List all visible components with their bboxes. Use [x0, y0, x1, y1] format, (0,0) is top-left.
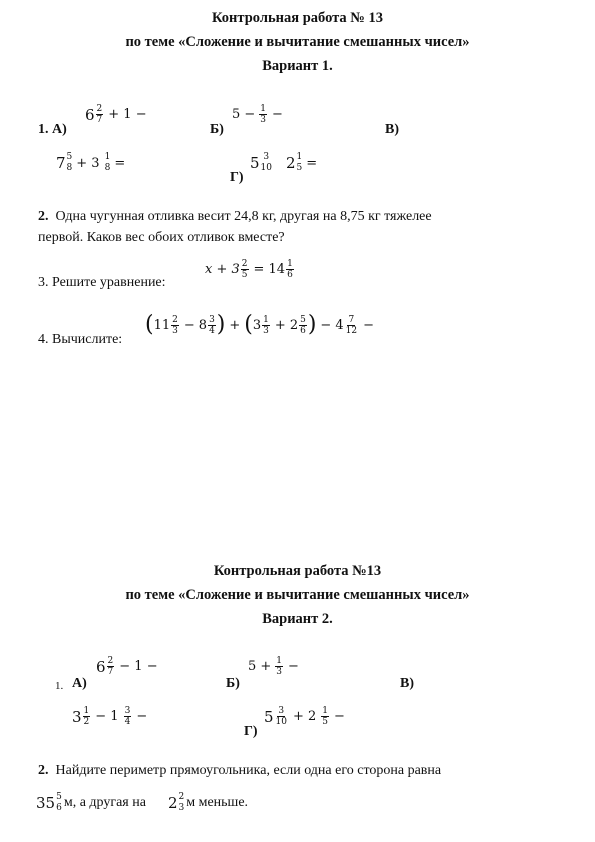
v2-task2-line1: 2. Найдите периметр прямоугольника, если одна его сторона равна [38, 763, 442, 778]
v2-task1-g-expression: 5 $\frac{3}{10}$ + 2 $\frac{1}{5}$ − [264, 706, 345, 727]
v1-title: Контрольная работа № 13 [212, 10, 383, 26]
v1-task4-label: 4. Вычислите: [38, 332, 123, 347]
v2-task1-v-expression: 3 $\frac{1}{2}$ − 1 $\frac{3}{4}$ − [72, 706, 148, 727]
v1-task1-number: 1. А) [38, 122, 67, 137]
v2-task2-line2: 35 5 6 м, а другая на 2 2 3 м меньше. [36, 792, 249, 813]
v1-task3-equation: x + 3 $\frac{2}{5}$ = 14 $\frac{1}{6}$ [205, 259, 293, 280]
v1-task1-b-label: Б) [210, 122, 224, 137]
v1-task1-v-expression: 7 5 8 + 3 1 8 = [56, 152, 126, 173]
v1-task2-line1: 2. Одна чугунная отливка весит 24,8 кг, другая на 8,75 кг тяжелее [38, 209, 432, 224]
v1-task1-a-expression: 6 $\frac{2}{7}$ + 1 − [85, 104, 147, 125]
v1-task1-g-expression: 5 3 10 2 1 5 = [250, 152, 318, 173]
v2-variant: Вариант 2. [262, 611, 333, 627]
v2-task1-b-label: Б) [226, 676, 240, 691]
v1-task2-line2: первой. Каков вес обоих отливок вместе? [38, 230, 285, 245]
v1-task1-b-expression: 5 − $\frac{1}{3}$ − [232, 104, 283, 125]
v2-title: Контрольная работа №13 [213, 563, 382, 579]
v2-task1-b-expression: 5 + $\frac{1}{3}$ − [248, 656, 299, 677]
v2-task1-a-label: А) [72, 676, 87, 691]
v1-topic: по теме «Сложение и вычитание смешанных чисел» [125, 34, 470, 50]
v2-task1-number: 1. [55, 680, 64, 692]
v1-variant: Вариант 1. [262, 58, 333, 74]
v2-topic: по теме «Сложение и вычитание смешанных чисел» [125, 587, 470, 603]
v1-task1-v-label: В) [385, 122, 399, 137]
v2-task1-a-expression: 6 $\frac{2}{7}$ − 1 − [96, 656, 158, 677]
v1-task3-label: 3. Решите уравнение: [38, 275, 166, 290]
v1-task4-expression: ( 11 $\frac{2}{3}$ − 8 $\frac{3}{4}$ ) + ( 3 $\frac{1}{3}$ + 2 $\frac{5}{6}$ ) − 4 $\frac{7}{12}$ − [145, 312, 374, 337]
v2-task1-g-label: Г) [244, 724, 258, 739]
v1-task1-g-label: Г) [230, 170, 244, 185]
v2-task1-v-label: В) [400, 676, 414, 691]
